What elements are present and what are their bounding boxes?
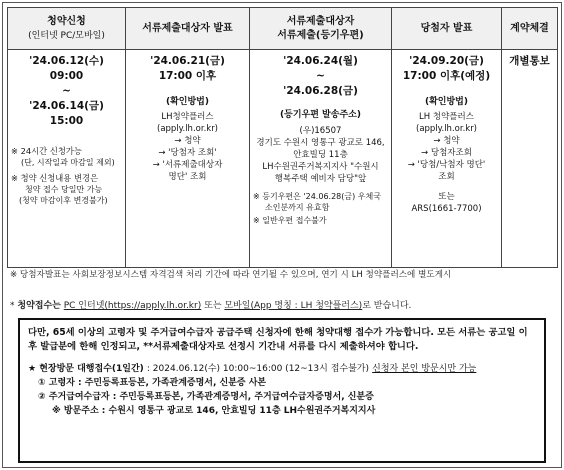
winner-method-line: LH 청약플러스 — [419, 112, 474, 122]
doc-announce-method-line: LH청약플러스 — [161, 112, 214, 122]
application-channels — [10, 298, 411, 311]
visit-item-elderly: ① 고령자 : 주민등록표등본, 가족관계증명서, 신분증 사본 — [38, 378, 267, 388]
doc-submit-start: '24.06.24(월) — [283, 55, 358, 67]
visit-note: 신청자 본인 방문시만 가능 — [372, 364, 477, 374]
cell-winner-announce — [392, 50, 502, 268]
doc-submit-address-line: 안효빌딩 11층 — [293, 150, 348, 160]
schedule-table — [7, 7, 558, 268]
apply-tail: 로 받습니다. — [362, 301, 412, 311]
doc-submit-address-line: LH수원권주거복지지사 "수원시 — [262, 162, 379, 172]
doc-submit-end: '24.06.28(금) — [283, 85, 358, 97]
doc-submit-address-line: (우)16507 — [299, 126, 342, 136]
application-end: '24.06.14(금) 15:00 — [29, 100, 104, 127]
cell-document-announce — [126, 50, 250, 268]
doc-submit-note-1a: ※ 등기우편은 '24.06.28(금) 우체국 — [253, 192, 381, 201]
doc-announce-date: '24.06.21(금) — [150, 55, 225, 67]
visit-address: ※ 방문주소 : 수원시 영통구 광교로 146, 안효빌딩 11층 LH수원권주거복지지사 — [52, 406, 376, 416]
apply-mid: 또는 — [204, 301, 222, 311]
schedule-header-row — [8, 8, 558, 50]
announcement-footnote: ※ 당첨자발표는 사회보장정보시스템 자격검색 처리 기간에 따라 연기될 수 있으며, 연기 시 LH 청약플러스에 별도게시 — [10, 270, 452, 280]
header-application-title: 청약신청 — [47, 15, 86, 27]
header-document-submit — [250, 8, 392, 50]
header-contract: 계약체결 — [502, 8, 558, 50]
application-tilde: ~ — [62, 85, 71, 97]
doc-announce-method-line: (apply.lh.or.kr) — [157, 124, 218, 134]
proxy-notice-lead: 다만, 65세 이상의 고령자 및 주거급여수급자 공급주택 신청자에 한해 청약대행 접수가 가능합니다. 모든 서류는 공고일 이후 발급분에 한해 인정되고, **서류제출대상자로 선정시 기간내 서류를 다시 제출하셔야 합니다. — [28, 327, 528, 352]
application-start: '24.06.12(수) 09:00 — [29, 55, 104, 82]
application-note-1a: ※ 24시간 신청가능 — [11, 146, 82, 156]
doc-announce-time: 17:00 이후 — [158, 70, 217, 82]
header-application-sub: (인터넷 PC/모바일) — [28, 30, 105, 41]
visit-label: ★ 현장방문 대행접수(1일간) — [28, 364, 144, 374]
doc-submit-note-2: ※ 일반우편 접수불가 — [253, 216, 327, 225]
header-document-announce: 서류제출대상자 발표 — [126, 8, 250, 50]
contract-text: 개별통보 — [509, 55, 550, 67]
visit-item-benefit: ② 주거급여수급자 : 주민등록표등본, 가족관계증명서, 주거급여수급자증명서, 신분증 — [38, 392, 374, 402]
winner-or: 또는 — [438, 192, 455, 202]
doc-submit-address-line: 경기도 수원시 영통구 광교로 146, — [256, 138, 385, 148]
doc-submit-tilde: ~ — [316, 70, 325, 82]
winner-method-line: (apply.lh.or.kr) — [416, 124, 477, 134]
winner-method-line: → 당첨자조회 — [421, 148, 472, 158]
winner-method-title: (확인방법) — [424, 97, 468, 107]
winner-method-line: → '당첨/낙첨자 명단' — [407, 160, 486, 170]
winner-method-line: 조회 — [438, 172, 455, 182]
doc-submit-address-line: 행복주택 예비자 담당"앞 — [274, 174, 367, 184]
winner-method-line: → 청약 — [433, 136, 460, 146]
header-document-submit-a: 서류제출대상자 — [286, 15, 355, 27]
application-note-2a: ※ 청약 신청내용 변경은 — [11, 173, 98, 183]
apply-bullet: * — [10, 301, 15, 311]
header-document-submit-b: 서류제출(등기우편) — [277, 29, 364, 41]
apply-label: 청약접수는 — [17, 301, 61, 311]
doc-announce-method-line: → '서류제출대상자 — [152, 160, 223, 170]
doc-submit-note-1b: 소인분까지 유효함 — [265, 203, 330, 212]
schedule-body-row — [8, 50, 558, 268]
proxy-notice-box — [18, 318, 546, 463]
winner-phone: ARS(1661-7700) — [411, 204, 482, 214]
header-winner-announce: 당첨자 발표 — [392, 8, 502, 50]
application-note-2c: (청약 마감이후 변경불가) — [19, 196, 108, 205]
doc-announce-method-line: → '당첨자 조회' — [158, 148, 217, 158]
application-note-1b: (단, 시작일과 마감일 제외) — [21, 158, 115, 167]
doc-announce-method-line: 명단' 조회 — [168, 172, 207, 182]
cell-application — [8, 50, 126, 268]
winner-date: '24.09.20(금) — [409, 55, 484, 67]
apply-mobile-link[interactable]: 모바일(App 명칭 : LH 청약플러스) — [224, 301, 363, 311]
doc-announce-method-title: (확인방법) — [165, 97, 209, 107]
doc-announce-method-line: → 청약 — [174, 136, 201, 146]
winner-time: 17:00 이후(예정) — [402, 70, 491, 82]
cell-document-submit — [250, 50, 392, 268]
doc-submit-address-title: (등기우편 발송주소) — [280, 110, 361, 120]
visit-line — [28, 362, 536, 376]
cell-contract — [502, 50, 558, 268]
visit-time: : 2024.06.12(수) 10:00~16:00 (12~13시 접수불가) — [146, 364, 369, 374]
apply-pc-link[interactable]: PC 인터넷(https://apply.lh.or.kr) — [63, 301, 202, 311]
application-note-2b: 청약 접수 당일만 가능 — [25, 185, 103, 194]
header-application — [8, 8, 126, 50]
